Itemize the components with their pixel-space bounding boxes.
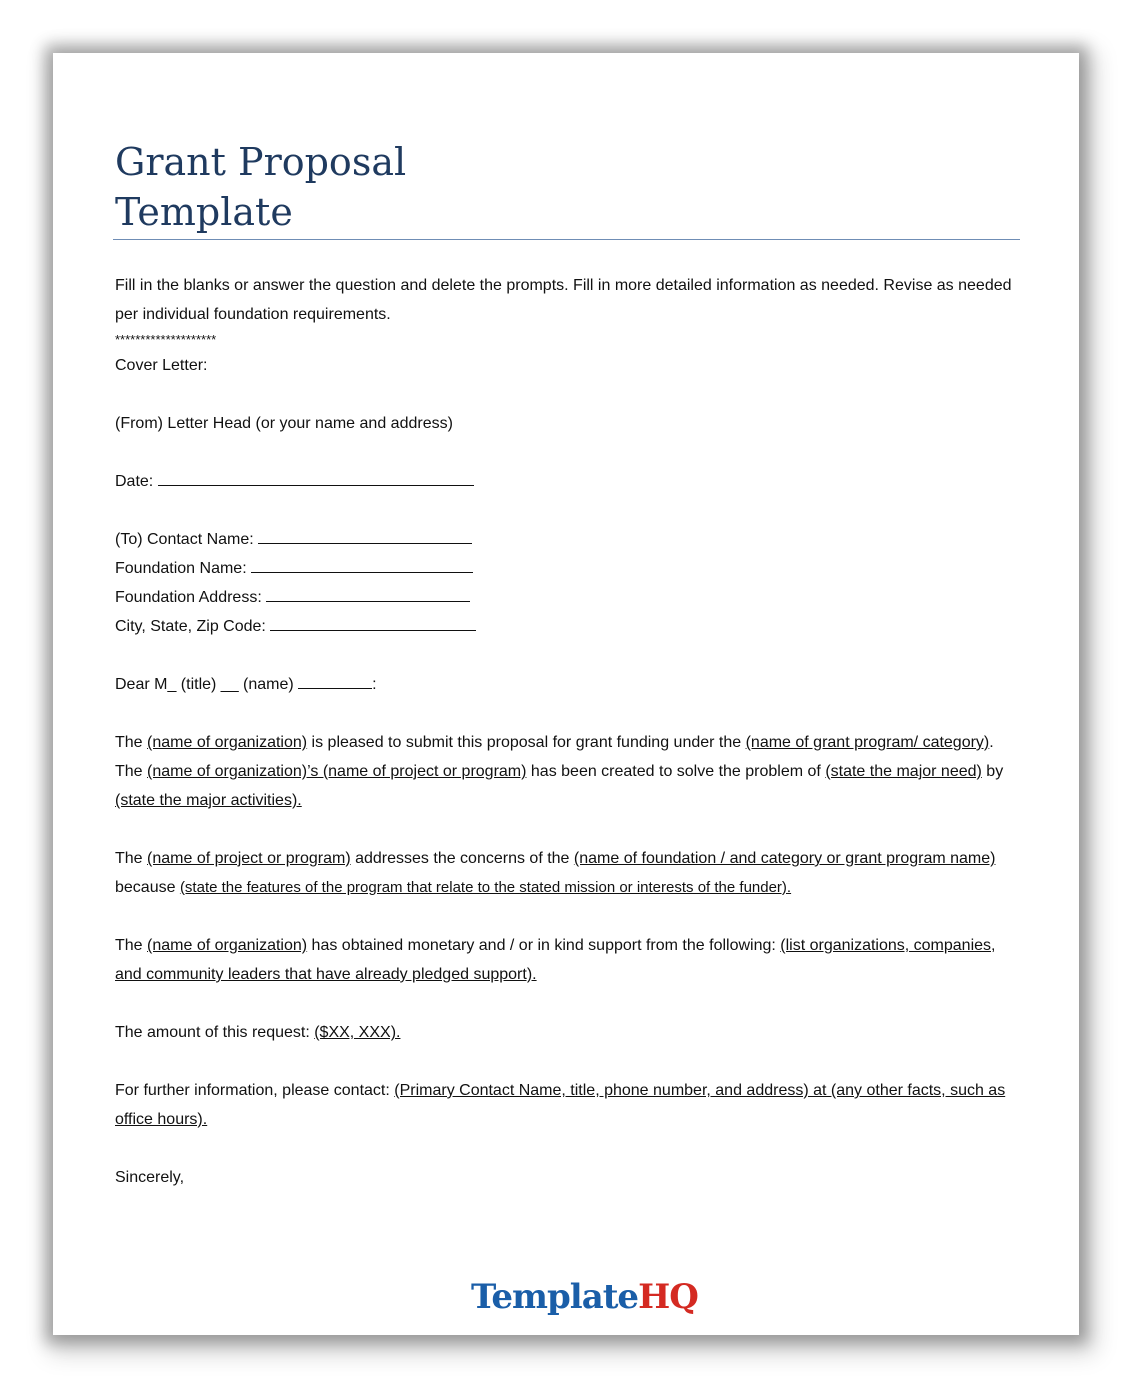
closing-line: Sincerely, <box>115 1169 185 1186</box>
prompt-text: (state the features of the program that relate to the stated mission or interests of the funder). <box>179 879 792 896</box>
prompt-text: (name of organization) <box>147 937 308 954</box>
prompt-text: (name of organization)’s (name of project or program) <box>147 763 527 780</box>
prompt-text: (state the major need) <box>825 763 982 780</box>
contact-name-blank[interactable] <box>258 525 472 544</box>
foundation-address-label: Foundation Address: <box>115 589 262 606</box>
contact-name-label: (To) Contact Name: <box>115 531 254 548</box>
separator-stars: ******************** <box>115 332 217 347</box>
foundation-address-line <box>115 583 1015 612</box>
foundation-name-blank[interactable] <box>251 554 473 573</box>
logo-part-2: HQ <box>638 1277 698 1317</box>
logo-part-1: Template <box>471 1277 639 1317</box>
foundation-address-blank[interactable] <box>266 583 470 602</box>
city-state-zip-line <box>115 612 1015 641</box>
foundation-name-line <box>115 554 1015 583</box>
document-page <box>53 53 1079 1335</box>
salutation-colon: : <box>372 676 377 693</box>
prompt-text: (name of organization) <box>147 734 308 751</box>
title-line-2: Template <box>115 190 293 234</box>
foundation-name-label: Foundation Name: <box>115 560 247 577</box>
city-state-zip-blank[interactable] <box>270 612 476 631</box>
title-line-1: Grant Proposal <box>115 140 407 184</box>
prompt-text: (name of project or program) <box>147 850 351 867</box>
cover-letter-label: Cover Letter: <box>115 357 208 374</box>
paragraph-2: The (name of project or program) addresses the concerns of the (name of foundation / and category or grant program name) because (state the features of the program that relate to the stated mission or interests of the funder). <box>115 850 996 896</box>
prompt-text: ($XX, XXX). <box>314 1024 401 1041</box>
prompt-text: (state the major activities). <box>115 792 302 809</box>
prompt-text: (list organizations, companies, and community leaders that have already pledged support). <box>115 937 996 983</box>
amount-line: The amount of this request: ($XX, XXX). <box>115 1024 401 1041</box>
contact-name-line <box>115 525 1015 554</box>
from-line: (From) Letter Head (or your name and address) <box>115 415 453 432</box>
prompt-text: (name of foundation / and category or grant program name) <box>573 850 996 867</box>
salutation-line <box>115 670 1015 699</box>
paragraph-1: The (name of organization) is pleased to submit this proposal for grant funding under the (name of grant program/ category). The (name of organization)’s (name of project or program) has been created to solve the problem of (state the major need) by (state the major activities). <box>115 734 1004 809</box>
title-divider <box>113 239 1020 240</box>
salutation-blank[interactable] <box>298 670 372 689</box>
paragraph-3: The (name of organization) has obtained monetary and / or in kind support from the following: (list organizations, companies, and community leaders that have already pledged support). <box>115 937 996 983</box>
salutation-text: Dear M_ (title) __ (name) <box>115 676 294 693</box>
city-state-zip-label: City, State, Zip Code: <box>115 618 266 635</box>
document-body <box>115 271 1015 1192</box>
document-title <box>115 137 406 237</box>
date-line <box>115 467 1015 496</box>
date-label: Date: <box>115 473 154 490</box>
templatehq-logo <box>471 1277 698 1317</box>
contact-paragraph: For further information, please contact: (Primary Contact Name, title, phone number, and address) at (any other facts, such as office hours). <box>115 1082 1006 1128</box>
prompt-text: (name of grant program/ category) <box>745 734 990 751</box>
intro-text: Fill in the blanks or answer the question and delete the prompts. Fill in more detailed information as needed. Revise as needed per individual foundation requirements. <box>115 277 1012 323</box>
date-blank[interactable] <box>158 467 474 486</box>
prompt-text: (Primary Contact Name, title, phone number, and address) at (any other facts, such as office hours). <box>115 1082 1006 1128</box>
